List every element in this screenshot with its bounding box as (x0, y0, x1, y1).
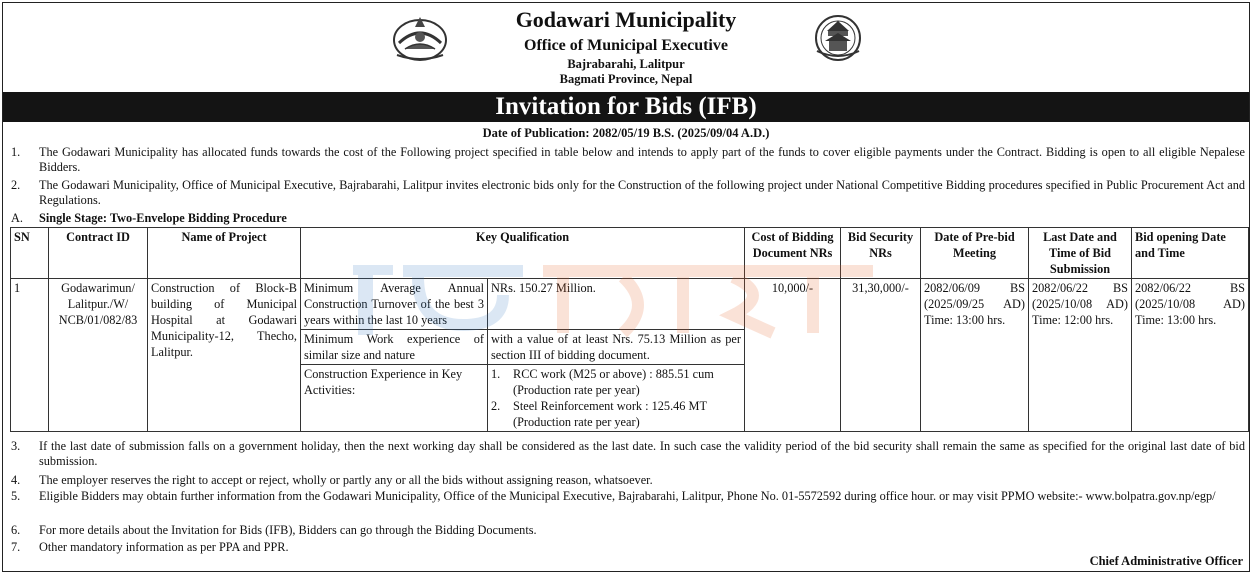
address-line-2: Bagmati Province, Nepal (559, 72, 693, 86)
list-item-text: Steel Reinforcement work : 125.46 MT (Production rate per year) (513, 399, 707, 429)
paragraph-text: Other mandatory information as per PPA and PPR. (39, 540, 289, 554)
list-item-text: RCC work (M25 or above) : 885.51 cum (Production rate per year) (513, 367, 714, 397)
col-key-qualification: Key Qualification (301, 228, 745, 279)
paragraph-text: The Godawari Municipality, Office of Municipal Executive, Bajrabarahi, Lalitpur invites electronic bids only for the Construction of the following project under National Competitive Bidding procedures specified in Public Procurement Act and Regulations. (39, 178, 1245, 207)
col-document-cost: Cost of Bidding Document NRs (745, 228, 841, 279)
table-header-row (11, 228, 1249, 279)
qualification-value (488, 365, 745, 432)
list-item-number: 1. (491, 367, 501, 381)
municipality-logo-icon (809, 13, 867, 63)
row-prebid-meeting: 2082/06/09 BS (2025/09/25 AD) Time: 13:00 hrs. (921, 279, 1029, 432)
office-name: Office of Municipal Executive (524, 37, 728, 54)
paragraph-number: 5. (11, 489, 21, 503)
notice-header (3, 3, 1249, 91)
procedure-label: Single Stage: Two-Envelope Bidding Procedure (39, 211, 287, 225)
paragraph-number: A. (11, 211, 23, 225)
qualification-value: NRs. 150.27 Million. (488, 279, 745, 330)
ifb-notice (2, 2, 1250, 572)
row-bid-opening: 2082/06/22 BS (2025/10/08 AD) Time: 13:00 hrs. (1132, 279, 1249, 432)
municipality-name: Godawari Municipality (515, 7, 737, 32)
row-project-name: Construction of Block-B building of Municipal Hospital at Godawari Municipality-12, Thecho, Lalitpur. (148, 279, 301, 432)
bid-details-table (10, 227, 1249, 432)
paragraph-text: The employer reserves the right to accept or reject, wholly or partly any or all the bids without assigning reason, whatsoever. (39, 473, 653, 487)
paragraph-number: 4. (11, 473, 21, 487)
intro-paragraph (11, 178, 1245, 208)
paragraph-number: 3. (11, 439, 21, 453)
paragraph-text: If the last date of submission falls on a government holiday, then the next working day shall be considered as the last date. In such case the validity period of the bid security shall remain the same as specified for the original last date of bid submission. (39, 439, 1245, 468)
note-paragraph (11, 523, 1245, 538)
paragraph-number: 6. (11, 523, 21, 537)
list-item-number: 2. (491, 399, 501, 413)
list-item (491, 398, 741, 430)
row-contract-id: Godawarimun/ Lalitpur./W/ NCB/01/082/83 (49, 279, 148, 432)
qualification-label: Construction Experience in Key Activities: (301, 365, 488, 432)
qualification-label: Minimum Average Annual Construction Turnover of the best 3 years within the last 10 years (301, 279, 488, 330)
signatory-title: Chief Administrative Officer (1089, 554, 1243, 568)
key-activity-list (491, 366, 741, 430)
row-bid-security: 31,30,000/- (841, 279, 921, 432)
col-bid-security: Bid Security NRs (841, 228, 921, 279)
paragraph-number: 7. (11, 540, 21, 554)
col-sn: SN (11, 228, 49, 279)
note-paragraph (11, 439, 1245, 469)
paragraph-text: Eligible Bidders may obtain further information from the Godawari Municipality, Office of the Municipal Executive, Bajrabarahi, Lalitpur, Phone No. 01-5572592 during office hour. or may visit PPMO website:- www.bolpatra.gov.np/egp/ (39, 489, 1216, 503)
col-contract-id: Contract ID (49, 228, 148, 279)
col-project-name: Name of Project (148, 228, 301, 279)
note-paragraph (11, 473, 1245, 488)
qualification-label: Minimum Work experience of similar size and nature (301, 330, 488, 365)
publication-date: Date of Publication: 2082/05/19 B.S. (2025/09/04 A.D.) (482, 126, 770, 140)
bidding-procedure (11, 211, 1245, 226)
row-document-cost: 10,000/- (745, 279, 841, 432)
address-line-1: Bajrabarahi, Lalitpur (567, 57, 685, 71)
row-sn: 1 (11, 279, 49, 432)
paragraph-text: For more details about the Invitation for Bids (IFB), Bidders can go through the Bidding Documents. (39, 523, 537, 537)
row-last-submission: 2082/06/22 BS (2025/10/08 AD) Time: 12:00 hrs. (1029, 279, 1132, 432)
col-bid-opening: Bid opening Date and Time (1132, 228, 1249, 279)
intro-paragraph (11, 145, 1245, 175)
list-item (491, 366, 741, 398)
table-row (11, 279, 1249, 330)
paragraph-text: The Godawari Municipality has allocated funds towards the cost of the Following project specified in table below and intends to apply part of the funds to cover eligible payments under the Contract. Bidding is open to all eligible Nepalese Bidders. (39, 145, 1245, 174)
note-paragraph (11, 540, 1245, 555)
notice-title-banner: Invitation for Bids (IFB) (3, 92, 1249, 122)
col-prebid-meeting: Date of Pre-bid Meeting (921, 228, 1029, 279)
note-paragraph (11, 489, 1245, 504)
qualification-value: with a value of at least Nrs. 75.13 Million as per section III of bidding document. (488, 330, 745, 365)
paragraph-number: 1. (11, 145, 21, 159)
paragraph-number: 2. (11, 178, 21, 192)
col-last-submission: Last Date and Time of Bid Submission (1029, 228, 1132, 279)
